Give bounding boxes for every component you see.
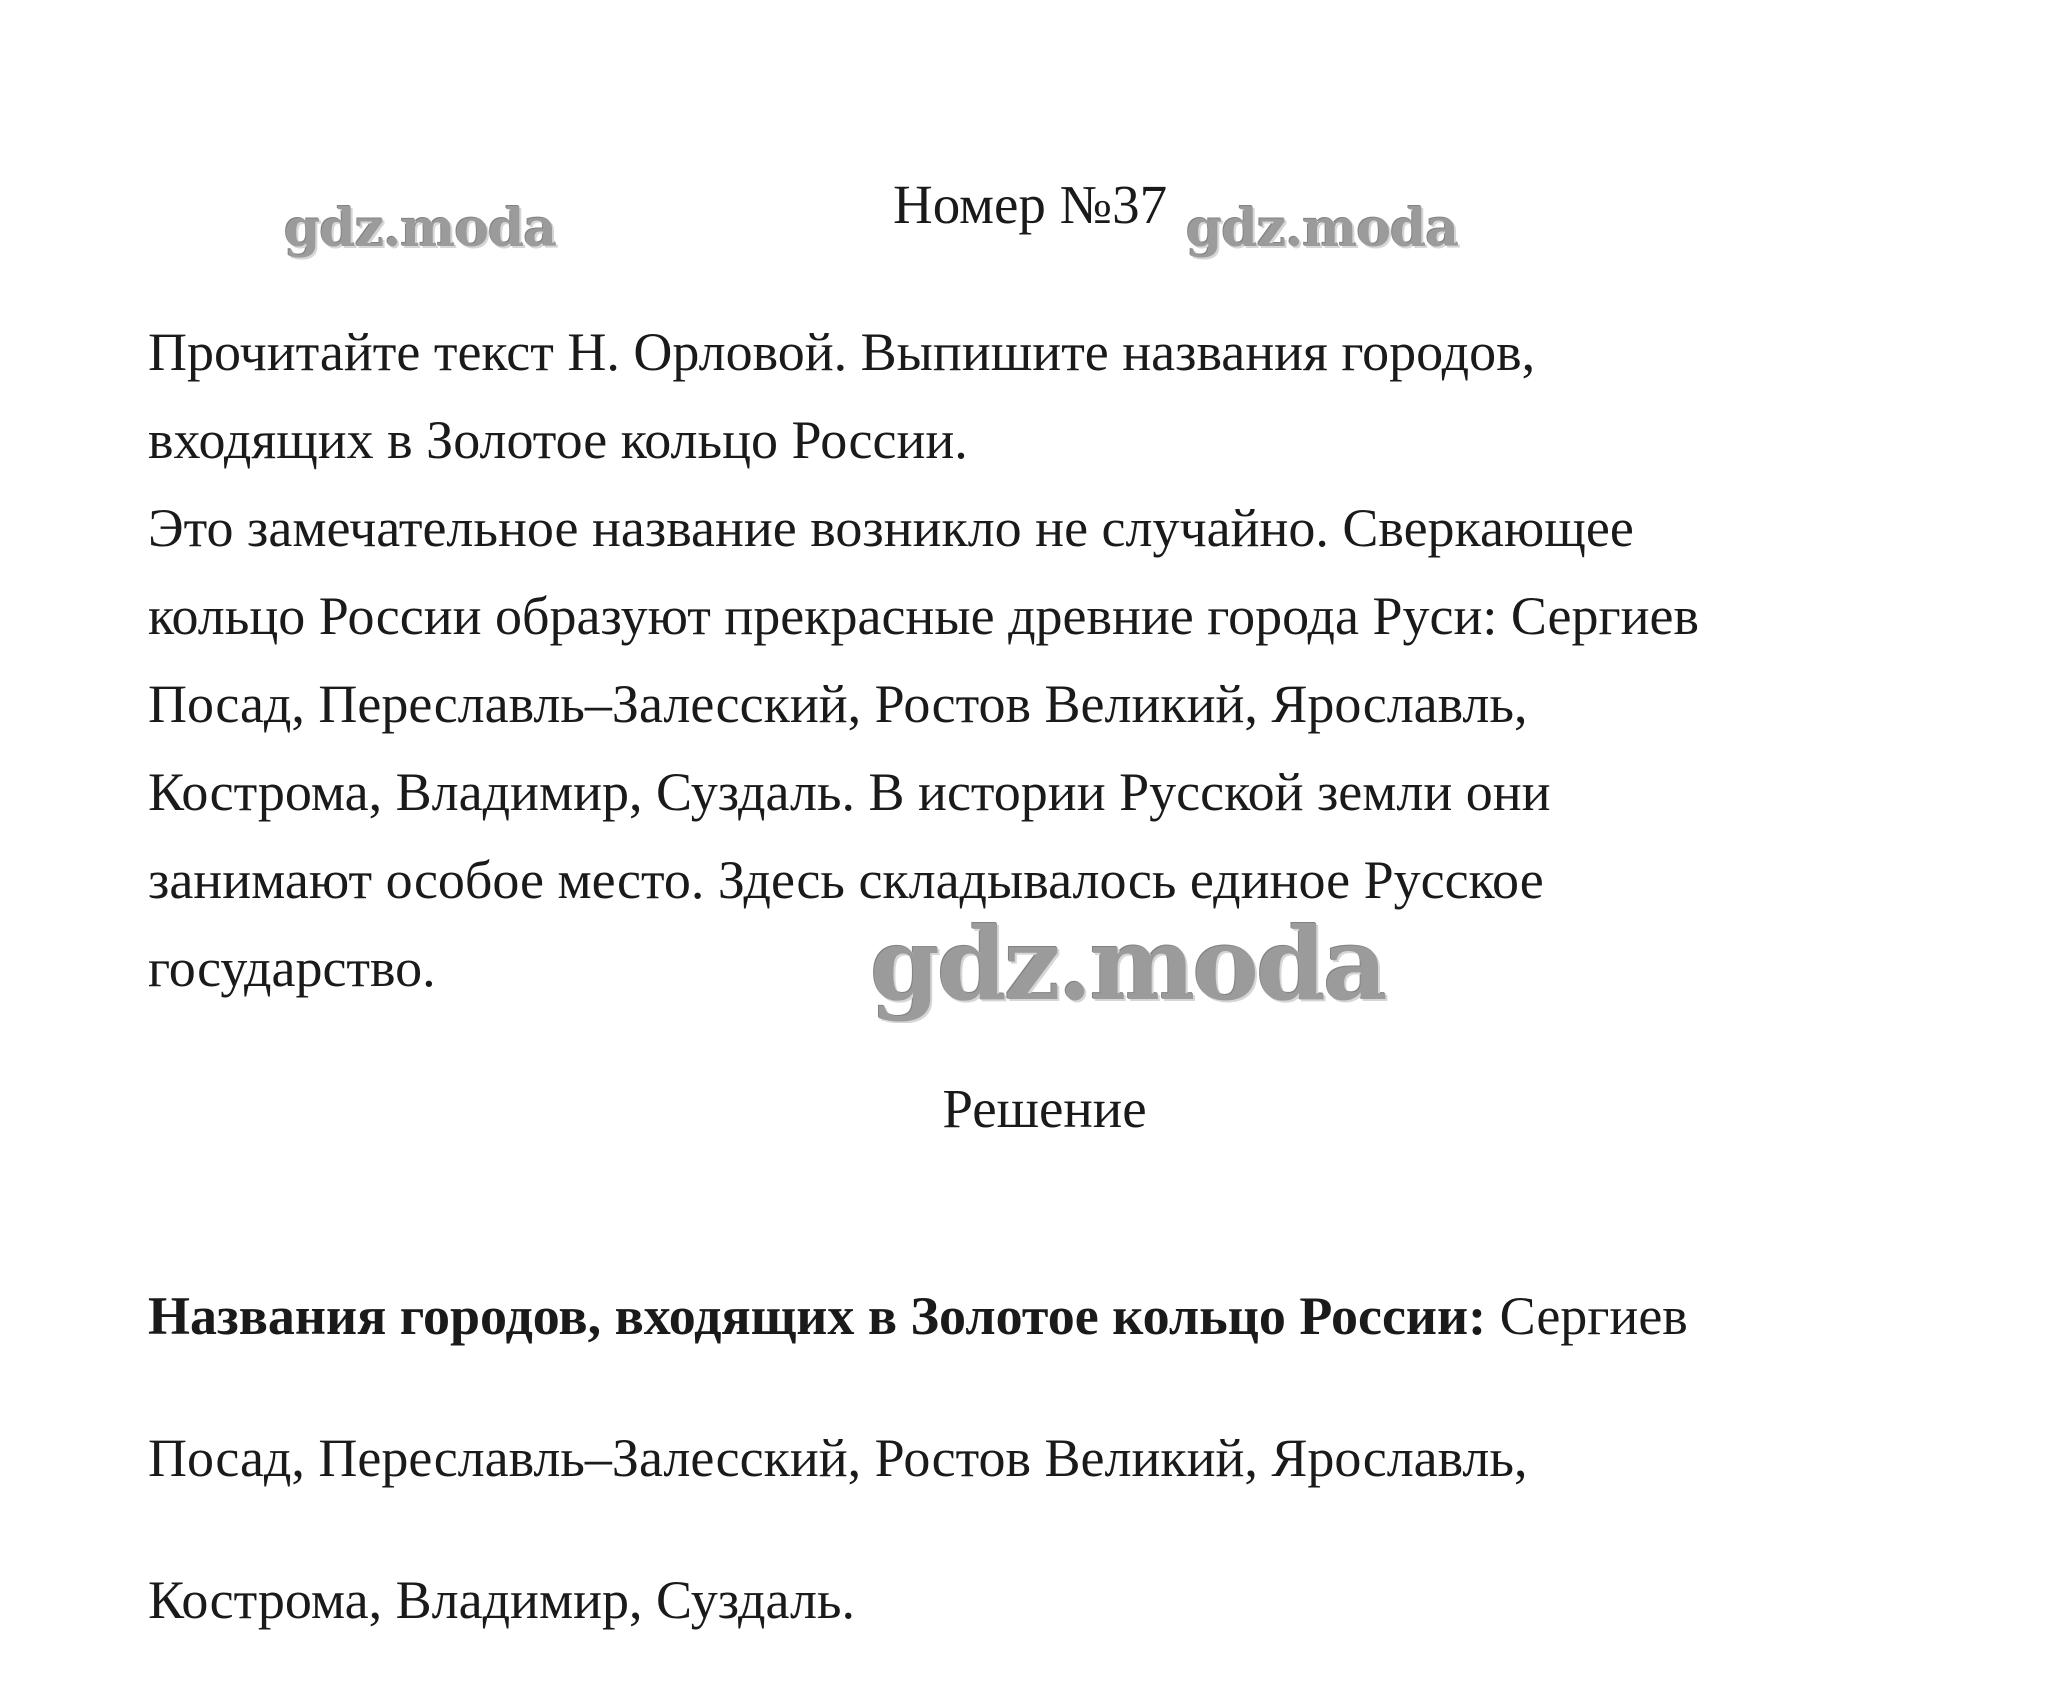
passage-line: Кострома, Владимир, Суздаль. В истории Русской земли они [148, 762, 1551, 822]
passage-line: Это замечательное название возникло не случайно. Сверкающее [148, 498, 1634, 558]
task-text [148, 308, 1938, 484]
solution-heading: Решение [942, 1078, 1147, 1139]
task-line: входящих в Золотое кольцо России. [148, 410, 968, 470]
answer-line-rest: Сергиев [1486, 1286, 1688, 1346]
answer-lead: Названия городов, входящих в Золотое кольцо России: [148, 1286, 1487, 1346]
answer-line: Кострома, Владимир, Суздаль. [148, 1570, 856, 1630]
watermark-top-right: gdz.moda [1186, 198, 1459, 259]
answer-text [148, 1218, 1938, 1698]
passage-line: кольцо России образуют прекрасные древние города Руси: Сергиев [148, 586, 1700, 646]
watermark-top-left: gdz.moda [284, 198, 557, 259]
answer-line: Посад, Переславль‒Залесский, Ростов Великий, Ярославль, [148, 1428, 1528, 1488]
passage-line: занимают особое место. Здесь складывалось единое Русское [148, 850, 1544, 910]
task-line: Прочитайте текст Н. Орловой. Выпишите названия городов, [148, 322, 1536, 382]
watermark-middle: gdz.moda [870, 905, 1385, 1023]
passage-line: Посад, Переславль‒Залесский, Ростов Великий, Ярославль, [148, 674, 1528, 734]
answer-line [148, 1272, 1938, 1360]
page-title: Номер №37 [893, 174, 1168, 235]
passage-line: государство. [148, 938, 436, 998]
